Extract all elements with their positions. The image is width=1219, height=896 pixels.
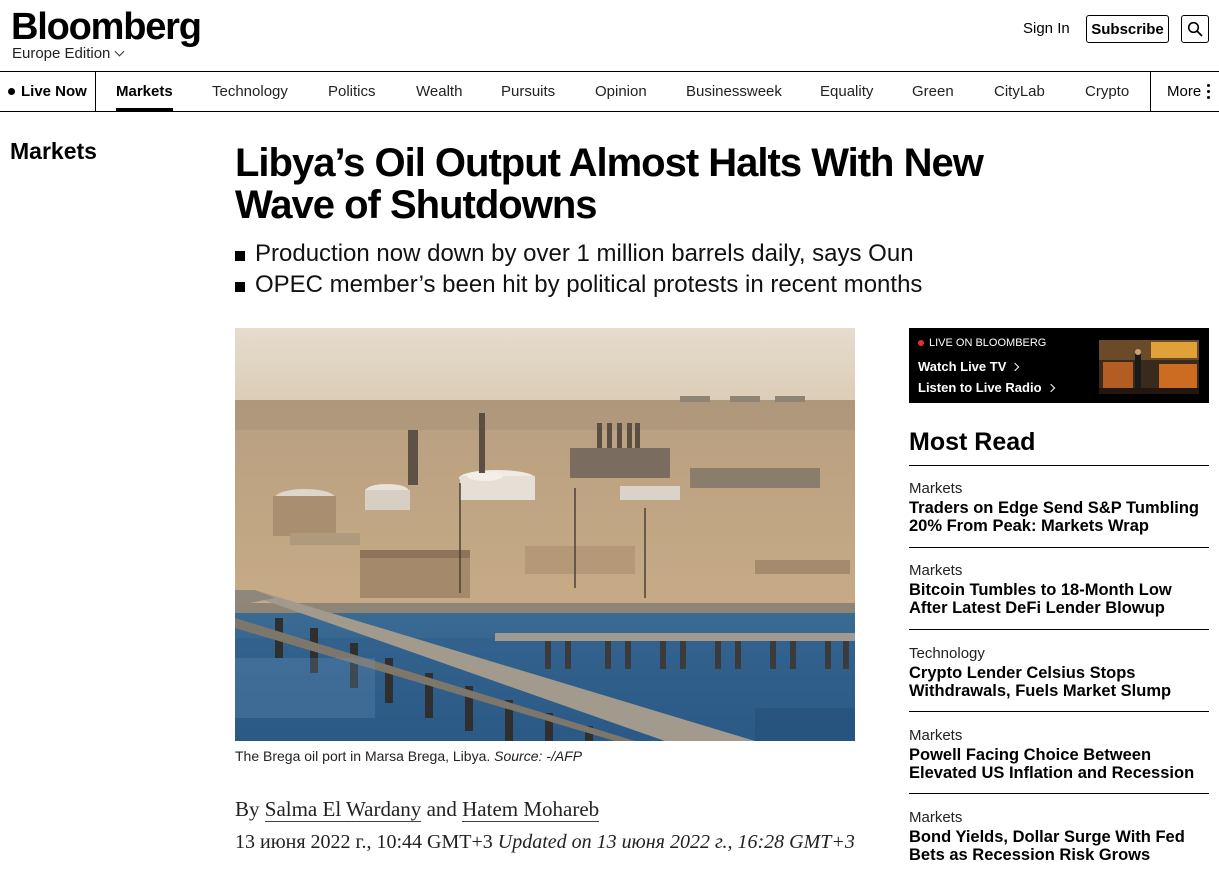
abstract-text: OPEC member’s been hit by political protests in recent months: [255, 271, 923, 298]
subscribe-button[interactable]: Subscribe: [1086, 15, 1169, 43]
most-read-item[interactable]: [909, 645, 1209, 700]
divider: [909, 793, 1209, 794]
nav-item-technology[interactable]: Technology: [212, 83, 288, 100]
most-read-headline[interactable]: Powell Facing Choice Between Elevated US Inflation and Recession: [909, 746, 1195, 782]
dateline: [235, 827, 855, 857]
author-link[interactable]: Hatem Mohareb: [462, 797, 600, 821]
byline-prefix: By: [235, 797, 260, 821]
most-read-category: Markets: [909, 809, 963, 826]
most-read-headline[interactable]: Bitcoin Tumbles to 18-Month Low After Latest DeFi Lender Blowup: [909, 581, 1172, 617]
live-tag-label: LIVE ON BLOOMBERG: [929, 337, 1047, 349]
byline: [235, 797, 599, 822]
chevron-right-icon: [1011, 362, 1019, 370]
nav-item-crypto[interactable]: Crypto: [1085, 83, 1130, 100]
more-label: More: [1167, 83, 1202, 100]
edition-selector[interactable]: [12, 45, 123, 62]
abstract-item: [235, 238, 1055, 269]
live-red-dot-icon: [918, 340, 924, 346]
published-time: 13 июня 2022 г., 10:44 GMT+3: [235, 831, 493, 853]
divider: [909, 711, 1209, 712]
chevron-right-icon: [1046, 383, 1054, 391]
image-caption: [235, 748, 582, 764]
nav-item-politics[interactable]: Politics: [328, 83, 376, 100]
nav-item-markets[interactable]: Markets: [116, 72, 173, 111]
live-now-link[interactable]: [0, 72, 96, 111]
author-link[interactable]: Salma El Wardany: [264, 797, 422, 821]
abstract-text: Production now down by over 1 million barrels daily, says Oun: [255, 240, 914, 267]
live-dot-icon: [8, 88, 15, 95]
most-read-category: Markets: [909, 727, 963, 744]
live-tv-thumbnail[interactable]: [1099, 340, 1199, 394]
byline-and: and: [426, 797, 457, 821]
most-read-headline[interactable]: Bond Yields, Dollar Surge With Fed Bets as Recession Risk Grows: [909, 828, 1185, 864]
most-read-item[interactable]: [909, 809, 1209, 864]
divider: [909, 547, 1209, 548]
most-read-category: Technology: [909, 645, 985, 662]
most-read-item[interactable]: [909, 562, 1209, 617]
headline-line-1: Libya’s Oil Output Almost Halts With New: [235, 141, 983, 185]
nav-item-opinion[interactable]: Opinion: [595, 83, 647, 100]
bullet-square-icon: [235, 251, 245, 261]
kebab-menu-icon: [1207, 84, 1210, 99]
most-read-headline[interactable]: Crypto Lender Celsius Stops Withdrawals, Fuels Market Slump: [909, 664, 1172, 700]
article-abstract: [235, 238, 1055, 300]
article-headline: [235, 142, 1055, 226]
more-menu-button[interactable]: [1150, 72, 1219, 111]
tv-studio-thumbnail-image: [1099, 340, 1199, 394]
live-now-label: Live Now: [21, 83, 87, 100]
masthead: [0, 0, 1219, 71]
lede-image: [235, 328, 855, 741]
watch-live-label: Watch Live TV: [918, 359, 1007, 374]
nav-item-businessweek[interactable]: Businessweek: [686, 83, 782, 100]
search-icon: [1187, 21, 1203, 37]
search-button[interactable]: [1181, 15, 1209, 43]
most-read-item[interactable]: [909, 727, 1209, 782]
listen-live-radio-link[interactable]: [918, 380, 1054, 395]
divider: [909, 629, 1209, 630]
abstract-item: [235, 269, 1055, 300]
bullet-square-icon: [235, 282, 245, 292]
most-read-category: Markets: [909, 562, 963, 579]
main-nav: [0, 71, 1219, 112]
nav-item-citylab[interactable]: CityLab: [994, 83, 1045, 100]
nav-item-equality[interactable]: Equality: [820, 83, 874, 100]
live-on-bloomberg-panel: [909, 328, 1209, 403]
updated-time: Updated on 13 июня 2022 г., 16:28 GMT+3: [497, 831, 855, 853]
sign-in-link[interactable]: Sign In: [1023, 20, 1070, 37]
bloomberg-logo[interactable]: Bloomberg: [11, 6, 201, 48]
nav-item-pursuits[interactable]: Pursuits: [501, 83, 556, 100]
most-read-title: Most Read: [909, 428, 1036, 456]
edition-label: Europe Edition: [12, 45, 111, 62]
most-read-category: Markets: [909, 480, 963, 497]
nav-item-wealth[interactable]: Wealth: [416, 83, 463, 100]
live-tag: [918, 337, 1046, 349]
most-read-item[interactable]: [909, 480, 1209, 535]
oil-port-photo: [235, 328, 855, 741]
headline-line-2: Wave of Shutdowns: [235, 183, 597, 227]
most-read-headline[interactable]: Traders on Edge Send S&P Tumbling 20% From Peak: Markets Wrap: [909, 499, 1200, 535]
section-label[interactable]: Markets: [10, 138, 97, 164]
chevron-down-icon: [115, 47, 125, 57]
caption-text: The Brega oil port in Marsa Brega, Libya.: [235, 748, 491, 764]
caption-source: Source: -/AFP: [494, 748, 583, 764]
listen-live-label: Listen to Live Radio: [918, 380, 1042, 395]
watch-live-tv-link[interactable]: [918, 359, 1018, 374]
nav-item-green[interactable]: Green: [912, 83, 954, 100]
divider: [909, 465, 1209, 466]
